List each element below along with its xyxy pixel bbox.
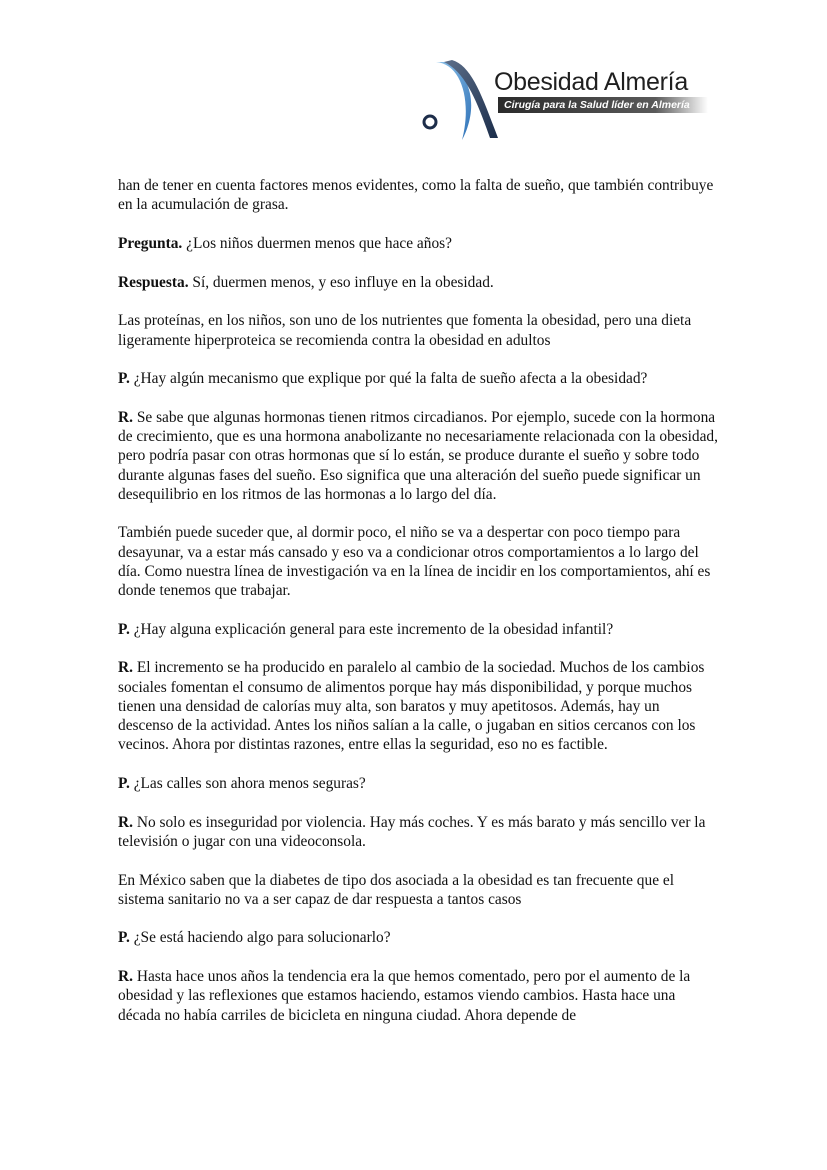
paragraph [118, 774, 718, 793]
speaker-label: R. [118, 408, 133, 426]
speaker-label: Pregunta. [118, 234, 183, 252]
paragraph [118, 273, 718, 292]
speaker-label: P. [118, 370, 130, 388]
paragraph-text: El incremento se ha producido en paralelo al cambio de la sociedad. Muchos de los cambios sociales fomentan el consumo de alimentos porque hay más disponibilidad, y porque muchos tienen una densidad de calorías muy alta, son baratos y muy apetitosos. Además, hay un descenso de la actividad. Antes los niños salían a la calle, o jugaban en sitios cercanos con los vecinos. Ahora por distintas razones, entre ellas la seguridad, eso no es factible. [118, 659, 705, 754]
paragraph [118, 620, 718, 639]
paragraph-text: En México saben que la diabetes de tipo dos asociada a la obesidad es tan frecuente que el sistema sanitario no va a ser capaz de dar respuesta a tantos casos [118, 871, 674, 908]
logo-swoosh-icon [418, 54, 498, 154]
speaker-label: Respuesta. [118, 273, 189, 291]
paragraph [118, 813, 718, 851]
paragraph [118, 928, 718, 947]
speaker-label: R. [118, 813, 133, 831]
paragraph-text: También puede suceder que, al dormir poco, el niño se va a despertar con poco tiempo para desayunar, va a estar más cansado y eso va a condicionar otros comportamientos a lo largo del día. Como nuestra línea de investigación va en la línea de incidir en los comportamientos, ahí es donde tenemos que trabajar. [118, 524, 711, 600]
paragraph [118, 967, 718, 1025]
paragraph [118, 234, 718, 253]
paragraph-text: ¿Hay alguna explicación general para este incremento de la obesidad infantil? [133, 620, 614, 638]
paragraph-text: ¿Se está haciendo algo para solucionarlo? [133, 929, 391, 947]
speaker-label: R. [118, 968, 133, 986]
paragraph [118, 408, 718, 504]
speaker-label: P. [118, 620, 130, 638]
paragraph [118, 369, 718, 388]
speaker-label: P. [118, 774, 130, 792]
paragraph-text: han de tener en cuenta factores menos evidentes, como la falta de sueño, que también contribuye en la acumulación de grasa. [118, 177, 714, 214]
article-body [118, 176, 718, 1044]
logo-subtitle: Cirugía para la Salud líder en Almería [498, 97, 708, 113]
paragraph [118, 311, 718, 349]
speaker-label: P. [118, 929, 130, 947]
paragraph-text: Se sabe que algunas hormonas tienen ritmos circadianos. Por ejemplo, sucede con la hormona de crecimiento, que es una hormona anabolizante no necesariamente relacionada con la obesidad, pero podría pasar con otras hormonas que sí lo están, se produce durante el sueño y sobre todo durante algunas fases del sueño. Eso significa que una alteración del sueño puede significar un desequilibrio en los ritmos de las hormonas a lo largo del día. [118, 408, 718, 503]
paragraph-text: Hasta hace unos años la tendencia era la que hemos comentado, pero por el aumento de la obesidad y las reflexiones que estamos haciendo, estamos viendo cambios. Hasta hace una década no había carriles de bicicleta en ninguna ciudad. Ahora depende de [118, 968, 691, 1024]
speaker-label: R. [118, 659, 133, 677]
paragraph [118, 523, 718, 600]
obesidad-almeria-logo [418, 54, 718, 154]
paragraph-text: No solo es inseguridad por violencia. Hay más coches. Y es más barato y más sencillo ver la televisión o jugar con una videoconsola. [118, 813, 706, 850]
paragraph [118, 658, 718, 754]
paragraph-text: ¿Hay algún mecanismo que explique por qué la falta de sueño afecta a la obesidad? [133, 370, 648, 388]
paragraph-text: Las proteínas, en los niños, son uno de los nutrientes que fomenta la obesidad, pero una dieta ligeramente hiperproteica se recomienda contra la obesidad en adultos [118, 312, 692, 349]
paragraph [118, 871, 718, 909]
paragraph-text: Sí, duermen menos, y eso influye en la obesidad. [192, 273, 494, 291]
logo-title: Obesidad Almería [494, 68, 688, 96]
paragraph [118, 176, 718, 214]
paragraph-text: ¿Las calles son ahora menos seguras? [133, 774, 366, 792]
paragraph-text: ¿Los niños duermen menos que hace años? [186, 234, 452, 252]
